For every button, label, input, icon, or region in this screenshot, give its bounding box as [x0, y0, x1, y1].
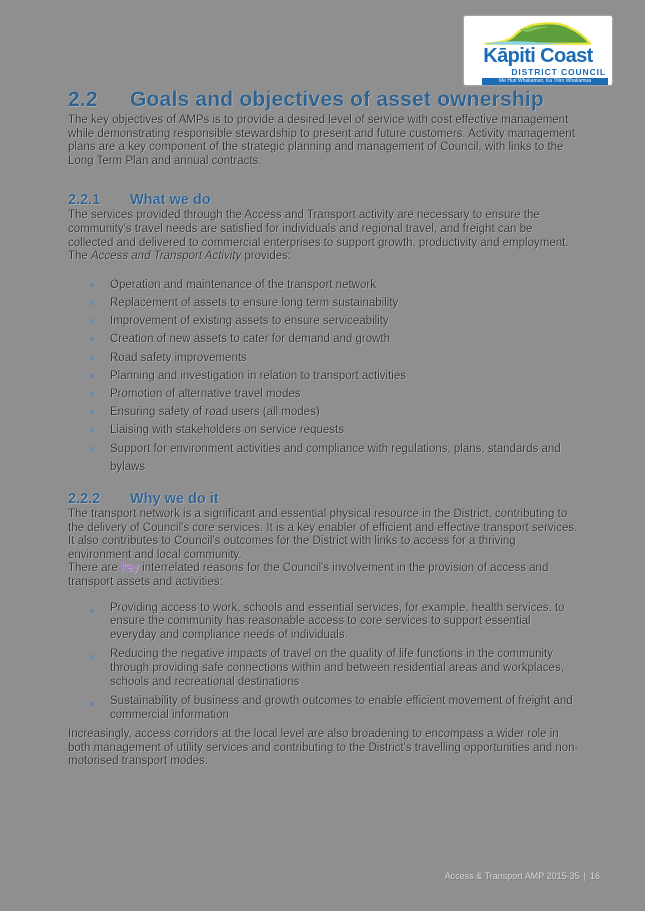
bullet-icon — [90, 702, 94, 706]
bullet-icon — [90, 410, 94, 414]
footer-separator: | — [583, 871, 586, 881]
page-content — [68, 0, 580, 769]
reasons-bullet-list — [68, 602, 580, 723]
logo-subtitle: DISTRICT COUNCIL — [511, 67, 606, 77]
key-link[interactable]: key — [121, 562, 139, 575]
list-item-text: Creation of new assets to cater for demand and growth — [110, 333, 390, 346]
provides-bullet-list — [68, 276, 580, 476]
list-item-text: Planning and investigation in relation to transport activities — [110, 369, 406, 382]
bullet-icon — [90, 356, 94, 360]
list-item — [68, 648, 580, 689]
logo-name: Kāpiti Coast — [483, 45, 593, 67]
list-item-text: Operation and maintenance of the transport network — [110, 278, 376, 291]
lead-suffix: provides: — [241, 250, 292, 263]
bullet-icon — [90, 337, 94, 341]
what-we-do-paragraph: The services provided through the Access and Transport activity are necessary to ensure the community's travel needs are satisfied for individuals and regional travel, and freight can be collected and delivered to commercial enterprises to support growth, productivity and employment. — [68, 209, 569, 249]
subsection-title: What we do — [130, 192, 211, 209]
bullet-icon — [90, 283, 94, 287]
bullet-icon — [90, 609, 94, 613]
bullet-icon — [90, 301, 94, 305]
subsection-number: 2.2.2 — [68, 490, 101, 507]
bullet-icon — [90, 374, 94, 378]
why-we-do-it-paragraph: The transport network is a significant and essential physical resource in the District, contributing to the delivery of Council's core services. It is a key enabler of efficient and effective transport services. It also contributes to Council's outcomes for the District with links to access for a thriving environment and local community. — [68, 507, 578, 561]
list-item-text: Support for environment activities and compliance with regulations, plans, standards and bylaws — [110, 442, 561, 473]
bullet-icon — [90, 655, 94, 659]
list-item-text: Liaising with stakeholders on service requests — [110, 424, 344, 437]
subsection-heading-what — [68, 191, 580, 209]
closing-paragraph: Increasingly, access corridors at the local level are also broadening to encompass a wider role in both management of utility services and contributing to the District's travelling opportunities and non-motorised transport modes. — [68, 728, 579, 768]
reasons-prefix: There are — [68, 562, 122, 575]
list-item-text: Replacement of assets to ensure long term sustainability — [110, 296, 399, 309]
bullet-icon — [90, 392, 94, 396]
list-item — [68, 385, 580, 403]
list-item — [68, 602, 580, 643]
lead-activity-name: Access and Transport Activity — [91, 250, 242, 263]
list-item — [68, 440, 580, 476]
bullet-icon — [90, 447, 94, 451]
page-footer — [445, 871, 600, 882]
footer-page-number: 16 — [589, 871, 600, 881]
reasons-suffix: interrelated reasons for the Council's involvement in the provision of access and transport assets and activities: — [68, 562, 549, 588]
list-item-text: Ensuring safety of road users (all modes) — [110, 406, 320, 419]
logo-tagline: Me Huri Whakamuri, Ka Titiro Whakamua — [482, 78, 608, 85]
list-item-text: Providing access to work, schools and essential services, for example, health services, to ensure the community has reasonable access to core services to support essential everyday and compliance needs of individuals. — [110, 601, 565, 641]
list-item — [68, 421, 580, 439]
list-item-text: Reducing the negative impacts of travel on the quality of life functions in the community through providing safe connections within and between residential areas and workplaces, schools and recreational destinations — [110, 648, 564, 688]
list-item — [68, 276, 580, 294]
list-item — [68, 294, 580, 312]
footer-document-label: Access & Transport AMP 2015-35 — [444, 871, 580, 881]
list-item — [68, 312, 580, 330]
subsection-title: Why we do it — [130, 490, 219, 507]
subsection-number: 2.2.1 — [68, 192, 101, 209]
reasons-paragraph — [68, 562, 580, 589]
list-item-text: Sustainability of business and growth outcomes to enable efficient movement of freight and commercial information — [110, 695, 573, 721]
list-item — [68, 330, 580, 348]
intro-paragraph: The key objectives of AMPs is to provide a desired level of service with cost effective management while demonstrating responsible stewardship to present and future customers. Activity management plans are a key component of the strategic planning and management of Council, with links to the Long Term Plan and annual contracts. — [68, 114, 575, 167]
list-item — [68, 367, 580, 385]
section-title: Goals and objectives of asset ownership — [130, 88, 544, 111]
list-item-text: Road safety improvements — [110, 351, 247, 364]
list-item-text: Promotion of alternative travel modes — [110, 387, 301, 400]
list-item — [68, 403, 580, 421]
section-heading — [68, 86, 580, 114]
bullet-icon — [90, 428, 94, 432]
bullet-icon — [90, 319, 94, 323]
list-item-text: Improvement of existing assets to ensure serviceability — [110, 315, 389, 328]
section-number: 2.2 — [68, 88, 98, 111]
list-item — [68, 349, 580, 367]
provides-lead-line — [68, 250, 580, 264]
list-item — [68, 695, 580, 722]
subsection-heading-why — [68, 490, 580, 508]
lead-prefix: The — [68, 250, 92, 263]
